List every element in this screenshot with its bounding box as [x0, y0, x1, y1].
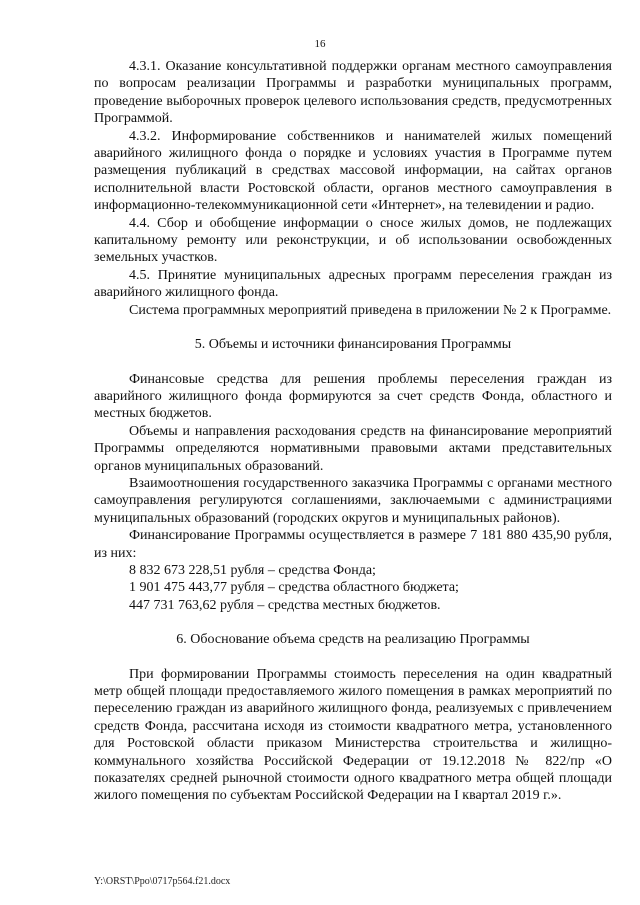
- paragraph-5-funding-total: Финансирование Программы осуществляется в размере 7 181 880 435,90 рубля, из них:: [94, 528, 612, 561]
- paragraph-5-volumes: Объемы и направления расходования средств на финансирование мероприятий Программы определяются нормативными правовыми актами представительных органов муниципальных образований.: [94, 423, 612, 474]
- file-path-footer: Y:\ORST\Ppo\0717p564.f21.docx: [94, 876, 231, 887]
- paragraph-4-3-1: 4.3.1. Оказание консультативной поддержки органам местного самоуправления по вопросам реализации Программы и разработки муниципальных программ, проведение выборочных проверок целевого использования средств, предусмотренных Программой.: [94, 59, 612, 127]
- paragraph-6-justification: При формировании Программы стоимость переселения на один квадратный метр общей площади предоставляемого жилого помещения в рамках мероприятий по переселению граждан из аварийного жилищного фонда, реализуемых с привлечением средств Фонда, рассчитана исходя из стоимости квадратного метра, установленного для Ростовской области приказом Министерства строительства и жилищно-коммунального хозяйства Российской Федерации от 19.12.2018 № 822/пр «О показателях средней рыночной стоимости одного квадратного метра общей площади жилого помещения по субъектам Российской Федерации на I квартал 2019 г.».: [94, 666, 612, 804]
- paragraph-4-3-2: 4.3.2. Информирование собственников и нанимателей жилых помещений аварийного жилищного фонда о порядке и условиях участия в Программе путем размещения публикаций в средствах массовой информации, на сайтах органов исполнительной власти Ростовской области, органов местного самоуправления в информационно-телекоммуникационной сети «Интернет», на телевидении и радио.: [94, 128, 612, 214]
- funding-item-local: 447 731 763,62 рубля – средства местных бюджетов.: [129, 597, 441, 613]
- document-body: [94, 58, 612, 805]
- paragraph-4-4: 4.4. Сбор и обобщение информации о сносе жилых домов, не подлежащих капитальному ремонту или реконструкции, и об использовании освобожденных земельных участков.: [94, 215, 612, 266]
- section-5-heading: 5. Объемы и источники финансирования Программы: [194, 337, 512, 353]
- paragraph-4-5: 4.5. Принятие муниципальных адресных программ переселения граждан из аварийного жилищного фонда.: [94, 267, 612, 301]
- paragraph-5-financial-sources: Финансовые средства для решения проблемы переселения граждан из аварийного жилищного фонда формируются за счет средств Фонда, областного и местных бюджетов.: [94, 371, 612, 422]
- paragraph-system-reference: Система программных мероприятий приведена в приложении № 2 к Программе.: [129, 302, 612, 318]
- paragraph-5-relations: Взаимоотношения государственного заказчика Программы с органами местного самоуправления регулируются соглашениями, заключаемыми с администрациями муниципальных образований (городских округов и муниципальных районов).: [94, 475, 612, 526]
- funding-item-regional: 1 901 475 443,77 рубля – средства областного бюджета;: [129, 580, 459, 596]
- section-6-heading: 6. Обоснование объема средств на реализацию Программы: [176, 632, 530, 648]
- funding-item-fund: 8 832 673 228,51 рубля – средства Фонда;: [129, 562, 376, 578]
- page-number: 16: [314, 38, 326, 50]
